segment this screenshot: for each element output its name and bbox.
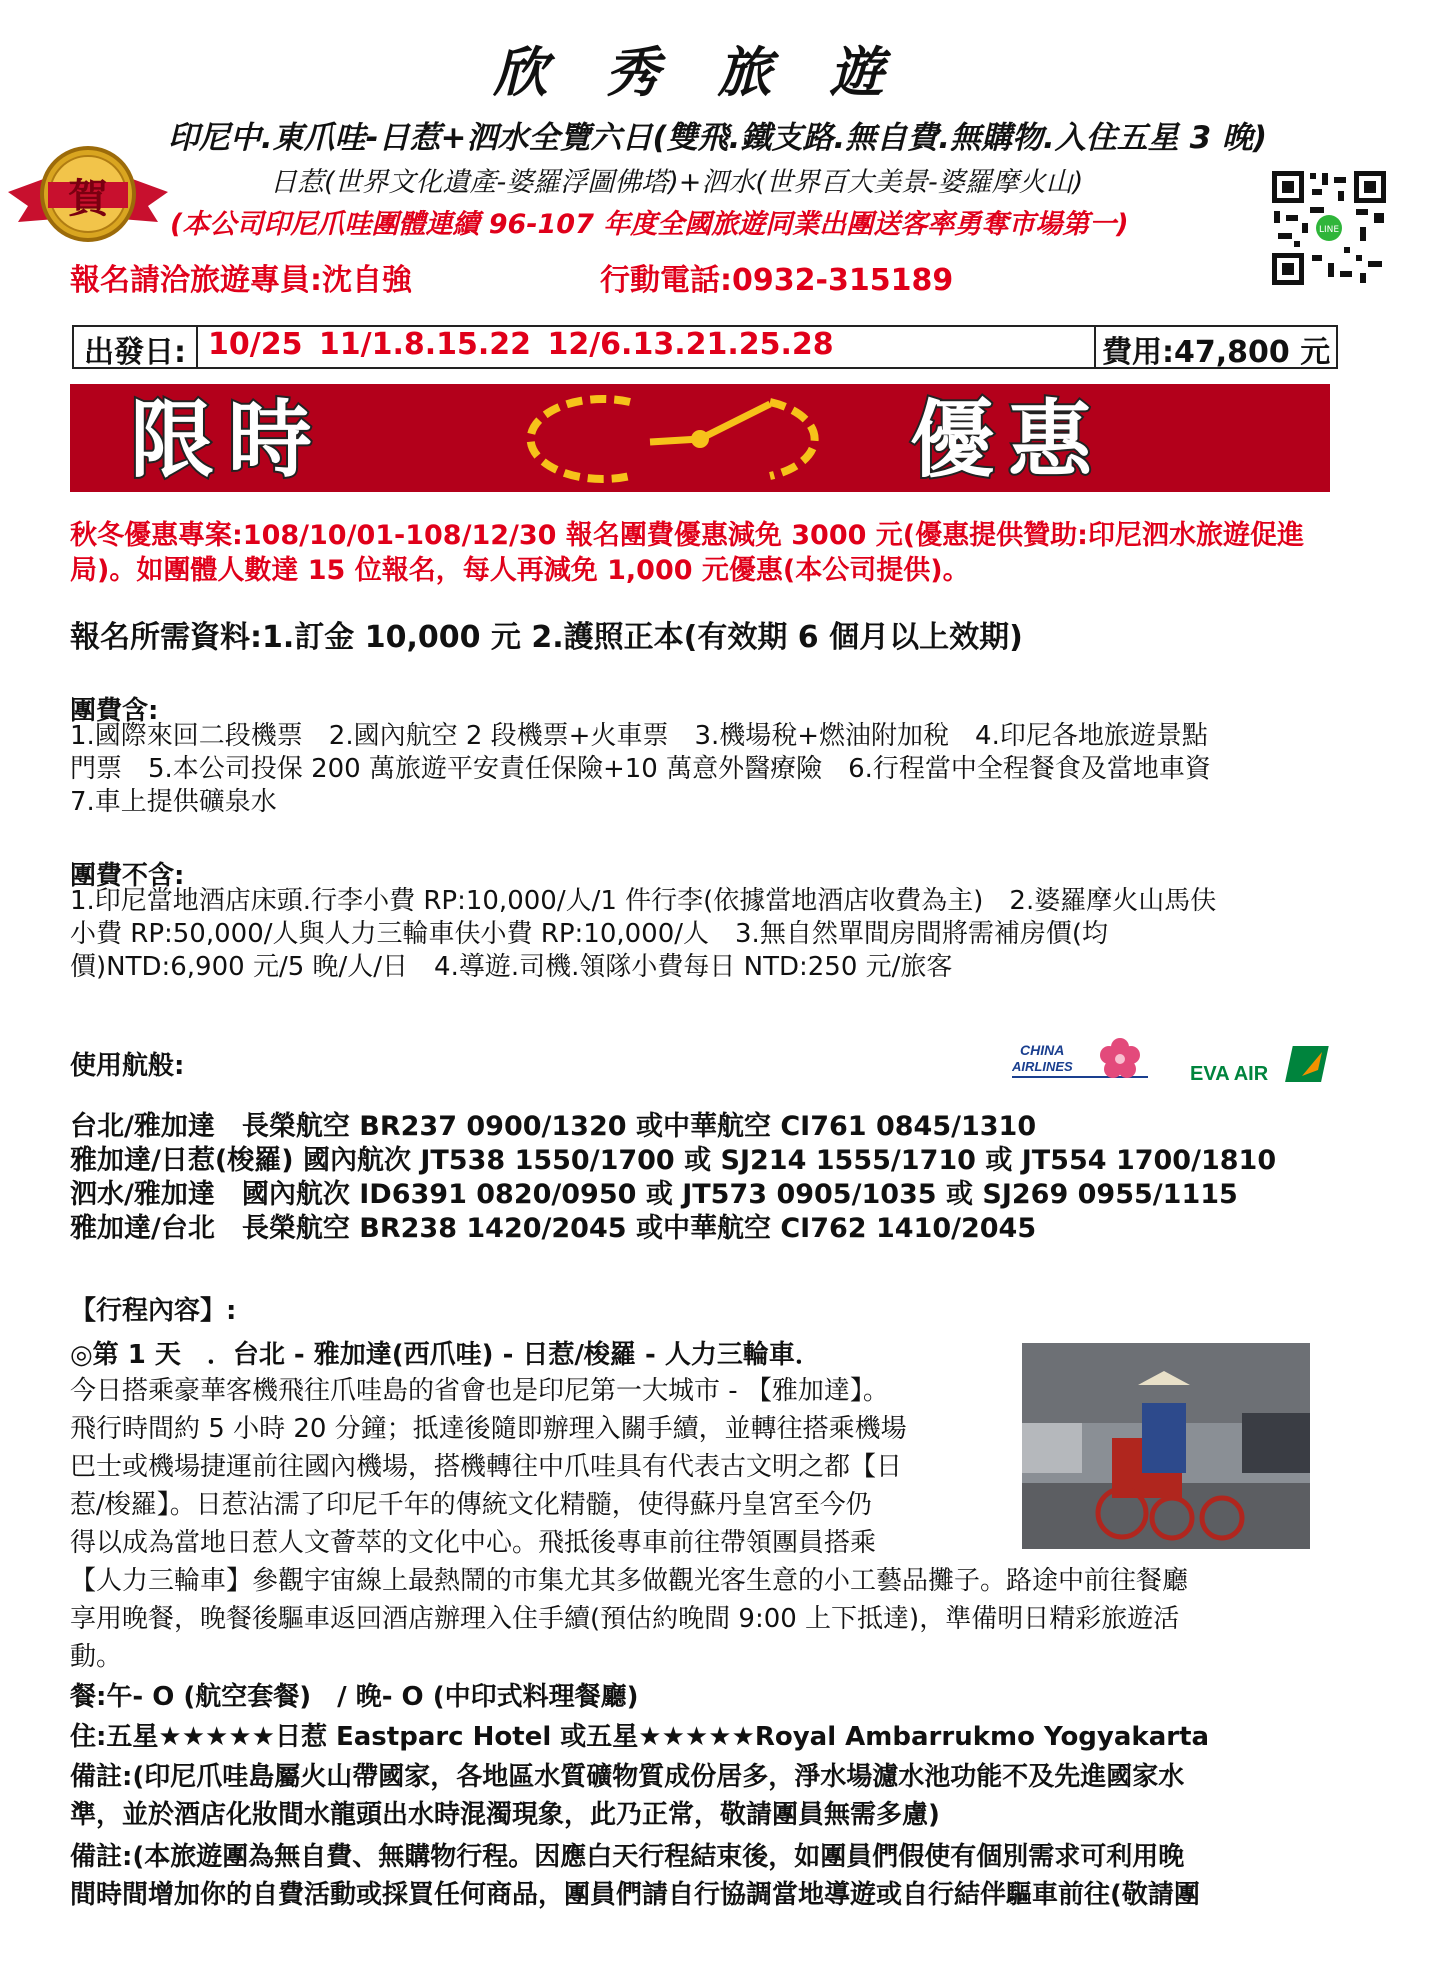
list-item: 1.國際來回二段機票 2.國內航空 2 段機票+火車票 3.機場稅+燃油附加稅 4.印尼各地旅遊景點 bbox=[70, 721, 1208, 751]
svg-text:CHINA: CHINA bbox=[1020, 1042, 1065, 1058]
svg-text:限時: 限時 bbox=[130, 391, 327, 489]
day1-hotel: 住:五星★★★★★日惹 Eastparc Hotel 或五星★★★★★Royal Ambarrukmo Yogyakarta bbox=[70, 1722, 1210, 1752]
svg-text:優惠: 優惠 bbox=[910, 391, 1107, 489]
svg-text:AIRLINES: AIRLINES bbox=[1012, 1059, 1073, 1074]
svg-text:LINE: LINE bbox=[1318, 225, 1340, 235]
paragraph-line: 享用晚餐，晚餐後驅車返回酒店辦理入住手續(預估約晚間 9:00 上下抵達)，準備明日精彩旅遊活 bbox=[70, 1604, 1180, 1634]
excluded-list bbox=[70, 885, 1216, 984]
contact-person: 報名請洽旅遊專員:沈自強 bbox=[70, 263, 412, 298]
eva-air-logo-icon bbox=[1186, 1040, 1336, 1092]
contact-phone[interactable]: 行動電話:0932-315189 bbox=[600, 263, 954, 298]
paragraph-line: 飛行時間約 5 小時 20 分鐘；抵達後隨即辦理入關手續，並轉往搭乘機場 bbox=[70, 1414, 907, 1444]
qr-code-icon[interactable] bbox=[1268, 167, 1390, 289]
award-badge-icon bbox=[8, 140, 168, 250]
departure-label: 出發日: bbox=[84, 335, 186, 370]
paragraph-line: 【人力三輪車】參觀宇宙線上最熱鬧的市集尤其多做觀光客生意的小工藝品攤子。路途中前往餐廳 bbox=[70, 1566, 1189, 1596]
svg-text:EVA AIR: EVA AIR bbox=[1190, 1063, 1269, 1085]
paragraph-line: 巴士或機場捷運前往國內機場，搭機轉往中爪哇具有代表古文明之都【日 bbox=[70, 1452, 903, 1482]
note-no-shopping: 備註:(本旅遊團為無自費、無購物行程。因應白天行程結束後，如團員們假使有個別需求可利用晚 間時間增加你的自費活動或採買任何商品，團員們請自行協調當地導遊或自行結伴驅車前往(敬請團 bbox=[70, 1842, 1200, 1910]
badge-char: 賀 bbox=[68, 176, 108, 222]
divider bbox=[1094, 327, 1096, 367]
divider bbox=[196, 327, 198, 367]
flight-row: 雅加達/台北 長榮航空 BR238 1420/2045 或中華航空 CI762 1410/2045 bbox=[70, 1213, 1037, 1244]
tour-highlights: 日惹(世界文化遺產-婆羅浮圖佛塔)+泗水(世界百大美景-婆羅摩火山) bbox=[270, 167, 1084, 198]
day1-title: ◎第 1 天 ．台北 - 雅加達(西爪哇) - 日惹/梭羅 - 人力三輪車． bbox=[70, 1340, 821, 1370]
departure-dates: 10/25 11/1.8.15.22 12/6.13.21.25.28 bbox=[208, 327, 834, 362]
award-statement: (本公司印尼爪哇團體連續 96-107 年度全國旅遊同業出團送客率勇奪市場第一) bbox=[170, 209, 1129, 240]
flight-row: 泗水/雅加達 國內航次 ID6391 0820/0950 或 JT573 0905/1035 或 SJ269 0955/1115 bbox=[70, 1179, 1238, 1210]
flight-schedule bbox=[70, 1110, 1276, 1246]
tour-subtitle: 印尼中.東爪哇-日惹+泗水全覽六日(雙飛.鐵支路.無自費.無購物.入住五星 3 晚) bbox=[167, 120, 1268, 156]
list-item: 門票 5.本公司投保 200 萬旅遊平安責任保險+10 萬意外醫療險 6.行程當中全程餐食及當地車資 bbox=[70, 754, 1211, 784]
china-airlines-logo-icon bbox=[1012, 1035, 1152, 1091]
excluded-heading: 團費不含: bbox=[70, 861, 185, 891]
list-item: 小費 RP:50,000/人與人力三輪車伕小費 RP:10,000/人 3.無自然單間房間將需補房價(均 bbox=[70, 919, 1108, 949]
itinerary-heading: 【行程內容】: bbox=[70, 1296, 237, 1326]
day1-description bbox=[70, 1372, 1350, 1676]
airlines-heading: 使用航般: bbox=[70, 1051, 185, 1081]
included-list bbox=[70, 720, 1211, 819]
flight-row: 雅加達/日惹(梭羅) 國內航次 JT538 1550/1700 或 SJ214 1555/1710 或 JT554 1700/1810 bbox=[70, 1145, 1277, 1176]
paragraph-line: 惹/梭羅】。日惹沾濡了印尼千年的傳統文化精髓，使得蘇丹皇宮至今仍 bbox=[70, 1490, 872, 1520]
paragraph-line: 今日搭乘豪華客機飛往爪哇島的省會也是印尼第一大城市 - 【雅加達】。 bbox=[70, 1376, 889, 1406]
list-item: 1.印尼當地酒店床頭.行李小費 RP:10,000/人/1 件行李(依據當地酒店收費為主) 2.婆羅摩火山馬伕 bbox=[70, 886, 1217, 916]
promo-text: 秋冬優惠專案:108/10/01-108/12/30 報名團費優惠減免 3000 元(優惠提供贊助:印尼泗水旅遊促進局)。如團體人數達 15 位報名，每人再減免 1,000 元優惠(本公司提供)。 bbox=[70, 520, 1304, 586]
registration-requirements: 報名所需資料:1.訂金 10,000 元 2.護照正本(有效期 6 個月以上效期) bbox=[70, 620, 1023, 655]
paragraph-line: 得以成為當地日惹人文薈萃的文化中心。飛抵後專車前往帶領團員搭乘 bbox=[70, 1528, 877, 1558]
clock-icon bbox=[531, 399, 815, 479]
flight-row: 台北/雅加達 長榮航空 BR237 0900/1320 或中華航空 CI761 0845/1310 bbox=[70, 1111, 1037, 1142]
company-title: 欣秀旅遊 bbox=[493, 41, 942, 104]
included-heading: 團費含: bbox=[70, 696, 159, 726]
paragraph-line: 動。 bbox=[70, 1642, 123, 1672]
list-item: 價)NTD:6,900 元/5 晚/人/日 4.導遊.司機.領隊小費每日 NTD:250 元/旅客 bbox=[70, 952, 953, 982]
day1-meals: 餐:午- O (航空套餐) / 晚- O (中印式料理餐廳) bbox=[70, 1682, 639, 1712]
limited-offer-banner bbox=[70, 384, 1330, 492]
tour-price: 費用:47,800 元 bbox=[1102, 335, 1331, 370]
note-water: 備註:(印尼爪哇島屬火山帶國家，各地區水質礦物質成份居多，淨水場濾水池功能不及先進國家水 準，並於酒店化妝間水龍頭出水時混濁現象，此乃正常，敬請團員無需多慮) bbox=[70, 1762, 1185, 1830]
list-item: 7.車上提供礦泉水 bbox=[70, 787, 277, 817]
